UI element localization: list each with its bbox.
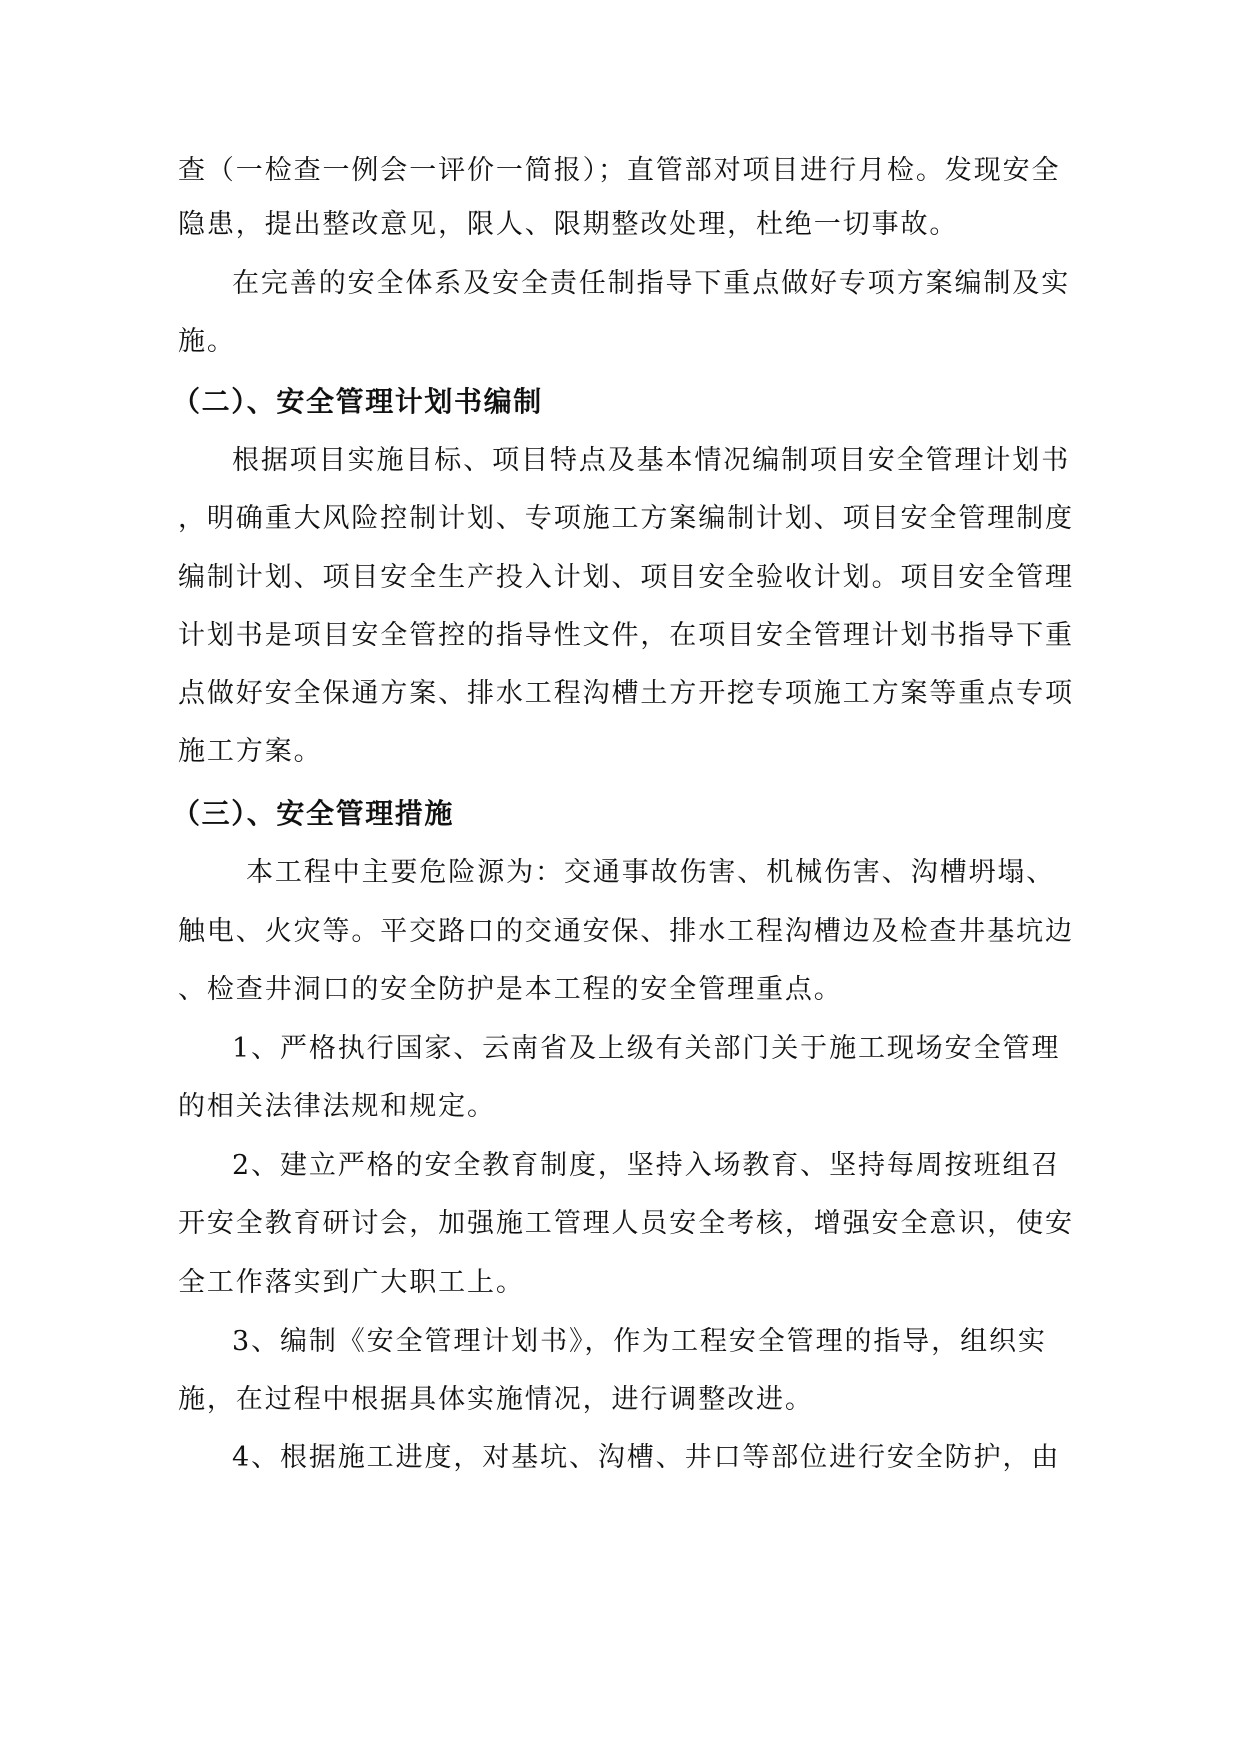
body-line: 编制计划、项目安全生产投入计划、项目安全验收计划。项目安全管理 — [178, 562, 1074, 593]
body-line: 在完善的安全体系及安全责任制指导下重点做好专项方案编制及实 — [232, 268, 1071, 299]
body-line: 隐患，提出整改意见，限人、限期整改处理，杜绝一切事故。 — [178, 209, 959, 240]
body-line: 计划书是项目安全管控的指导性文件，在项目安全管理计划书指导下重 — [178, 620, 1074, 651]
body-line: 2、建立严格的安全教育制度，坚持入场教育、坚持每周按班组召 — [232, 1150, 1061, 1181]
body-line: 全工作落实到广大职工上。 — [178, 1267, 525, 1298]
body-line: 1、严格执行国家、云南省及上级有关部门关于施工现场安全管理 — [232, 1033, 1061, 1064]
section-heading: （三）、安全管理措施 — [172, 797, 455, 830]
body-line: 施工方案。 — [178, 736, 323, 767]
body-line: 施，在过程中根据具体实施情况，进行调整改进。 — [178, 1384, 814, 1415]
body-line: 3、编制《安全管理计划书》，作为工程安全管理的指导，组织实 — [232, 1326, 1047, 1357]
body-line: 开安全教育研讨会，加强施工管理人员安全考核，增强安全意识，使安 — [178, 1208, 1074, 1239]
body-line: 、检查井洞口的安全防护是本工程的安全管理重点。 — [178, 974, 843, 1005]
body-line: 本工程中主要危险源为：交通事故伤害、机械伤害、沟槽坍塌、 — [246, 857, 1056, 888]
body-line: 的相关法律法规和规定。 — [178, 1091, 496, 1122]
body-line: ，明确重大风险控制计划、专项施工方案编制计划、项目安全管理制度 — [178, 503, 1074, 534]
body-line: 4、根据施工进度，对基坑、沟槽、井口等部位进行安全防护，由 — [232, 1442, 1061, 1473]
section-heading: （二）、安全管理计划书编制 — [172, 385, 543, 418]
body-line: 点做好安全保通方案、排水工程沟槽土方开挖专项施工方案等重点专项 — [178, 678, 1074, 709]
body-line: 查（一检查一例会一评价一简报）；直管部对项目进行月检。发现安全 — [178, 155, 1061, 186]
body-line: 根据项目实施目标、项目特点及基本情况编制项目安全管理计划书 — [232, 445, 1071, 476]
body-line: 触电、火灾等。平交路口的交通安保、排水工程沟槽边及检查井基坑边 — [178, 916, 1074, 947]
body-line: 施。 — [178, 326, 236, 357]
